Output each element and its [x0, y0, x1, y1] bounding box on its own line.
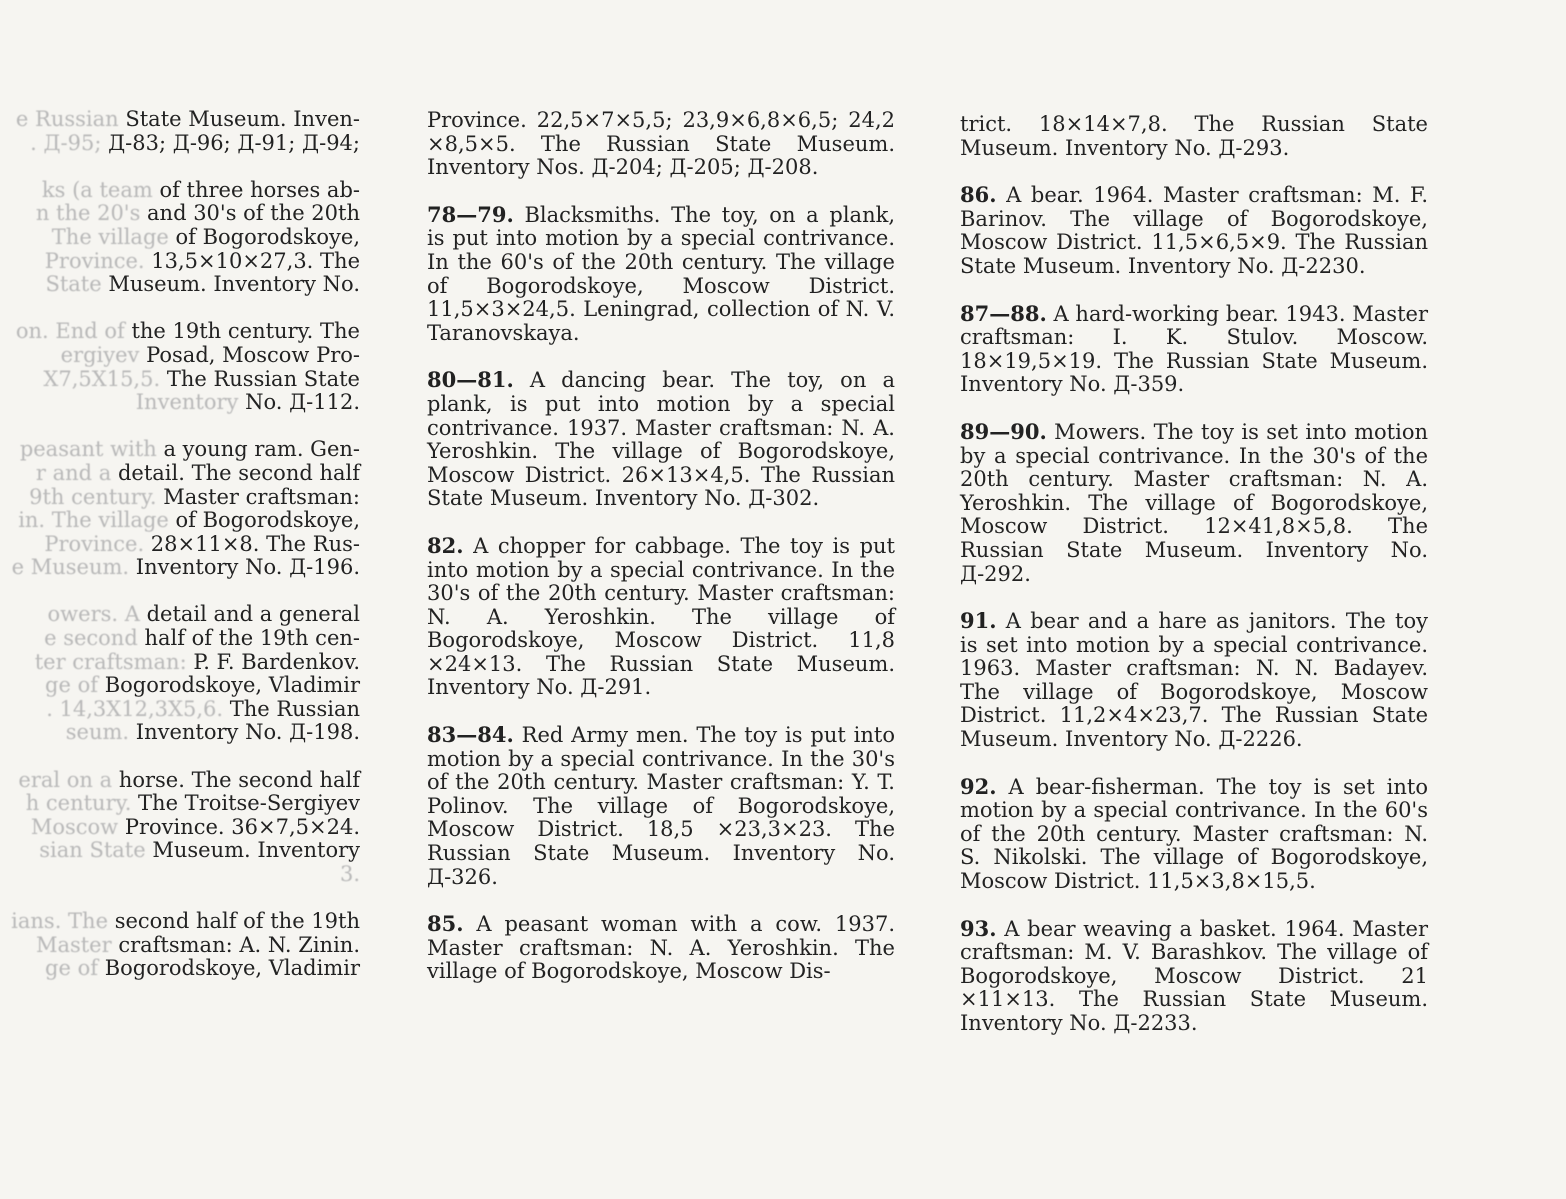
- left-column-line: [0, 438, 360, 462]
- faded-text: seum.: [65, 720, 130, 745]
- faded-text: on. End of: [15, 319, 125, 344]
- entry-number: 91.: [960, 608, 997, 634]
- catalog-entry: [427, 534, 895, 700]
- catalog-entry: [960, 302, 1428, 397]
- entry-number: 89—90.: [960, 418, 1047, 444]
- entry-number: 83—84.: [427, 722, 514, 748]
- left-column-line: [0, 297, 360, 321]
- left-column-line: [0, 745, 360, 769]
- line-text: Д-83; Д-96; Д-91; Д-94;: [108, 130, 360, 155]
- line-text: P. F. Bardenkov.: [186, 649, 360, 674]
- entry-text: A bear weaving a basket. 1964. Master craftsman: M. V. Barashkov. The village of Bogorodskoye, Moscow District. 21 ×11×13. The Russian State Museum. Inventory No. Д-2233.: [960, 916, 1428, 1035]
- entry-text: A hard-working bear. 1943. Master craftsman: I. K. Stulov. Moscow. 18×19,5×19. The Russian State Museum. Inventory No. Д-359.: [960, 301, 1428, 397]
- faded-text: r and a: [35, 460, 112, 485]
- left-column-line: [0, 863, 360, 887]
- line-text: Bogorodskoye, Vladimir: [98, 956, 360, 981]
- entry-text: A bear and a hare as janitors. The toy is set into motion by a special contrivance. 1963. Master craftsman: N. N. Badayev. The village of Bogorodskoye, Moscow District. 11,2×4×23,7. The Russian State Museum. Inventory No. Д-2226.: [960, 609, 1428, 752]
- entry-text: trict. 18×14×7,8. The Russian State Museum. Inventory No. Д-293.: [960, 112, 1428, 160]
- left-column-line: [0, 344, 360, 368]
- line-text: Bogorodskoye, Vladimir: [98, 673, 360, 698]
- faded-text: Inventory: [135, 390, 239, 415]
- left-column-line: [0, 462, 360, 486]
- left-column-line: [0, 580, 360, 604]
- catalog-entry: [960, 420, 1428, 586]
- catalog-entry: [427, 912, 895, 984]
- catalog-entry: [960, 609, 1428, 752]
- line-text: craftsman: A. N. Zinin.: [111, 932, 360, 957]
- entry-text: A bear-fisherman. The toy is set into motion by a special contrivance. In the 60's of the 20th century. Master craftsman: N. S. Nikolski. The village of Bogorodskoye, Moscow District. 11,5×3,8×15,5.: [960, 774, 1428, 894]
- line-text: Museum. Inventory: [145, 838, 360, 863]
- line-text: 28×11×8. The Rus-: [144, 531, 360, 556]
- faded-text: ge of: [45, 956, 99, 981]
- faded-text: . Д-95;: [30, 130, 109, 155]
- line-text: of Bogorodskoye,: [168, 224, 360, 249]
- faded-text: 3.: [339, 862, 360, 886]
- left-column-line: [0, 651, 360, 675]
- left-column-line: [0, 839, 360, 863]
- line-text: No. Д-112.: [238, 390, 360, 415]
- line-text: Inventory No. Д-196.: [129, 555, 360, 580]
- faded-text: Moscow: [30, 814, 119, 839]
- catalog-entry: [960, 183, 1428, 278]
- line-text: of three horses ab-: [152, 177, 360, 202]
- line-text: The Russian: [223, 696, 360, 721]
- faded-text: ter craftsman:: [34, 649, 187, 674]
- entry-number: 82.: [427, 532, 464, 558]
- left-column-line: [0, 415, 360, 439]
- entry-text: Mowers. The toy is set into motion by a special contrivance. In the 30's of the 20th century. Master craftsman: N. A. Yeroshkin. The village of Bogorodskoye, Moscow District. 12×41,8×5,8. The Russian State Museum. Inventory No. Д-292.: [960, 419, 1428, 586]
- line-text: a young ram. Gen-: [156, 437, 360, 462]
- left-column-line: [0, 320, 360, 344]
- line-text: and 30's of the 20th: [140, 201, 360, 226]
- left-column-line: [0, 769, 360, 793]
- left-column-line: [0, 202, 360, 226]
- catalog-entry: [960, 775, 1428, 894]
- entry-text: A dancing bear. The toy, on a plank, is put into motion by a special contrivance. 1937. Master craftsman: N. A. Yeroshkin. The village of Bogorodskoye, Moscow District. 26×13×4,5. The Russian State Museum. Inventory No. Д-302.: [427, 368, 895, 511]
- entry-number: 85.: [427, 911, 464, 937]
- left-column-line: [0, 957, 360, 981]
- left-column-line: [0, 132, 360, 156]
- faded-text: X7,5X15,5.: [43, 366, 161, 391]
- left-column-line: [0, 934, 360, 958]
- line-text: Posad, Moscow Pro-: [139, 342, 360, 367]
- faded-text: ians. The: [11, 909, 109, 934]
- left-column-line: [0, 368, 360, 392]
- left-column-line: [0, 627, 360, 651]
- left-column-line: [0, 792, 360, 816]
- line-text: Inventory No. Д-198.: [129, 720, 360, 745]
- entry-number: 78—79.: [427, 201, 514, 227]
- left-column-line: [0, 179, 360, 203]
- faded-text: eral on a: [18, 767, 113, 792]
- entry-number: 86.: [960, 182, 997, 208]
- line-text: Master craftsman:: [156, 484, 360, 509]
- faded-text: ergiyev: [60, 342, 140, 367]
- line-text: The Troitse-Sergiyev: [131, 791, 360, 816]
- line-text: horse. The second half: [112, 767, 360, 792]
- faded-text: e second: [44, 626, 138, 651]
- left-column-line: [0, 698, 360, 722]
- catalog-entry: [427, 368, 895, 511]
- line-text: The Russian State: [160, 366, 360, 391]
- faded-text: 9th century.: [29, 484, 157, 509]
- left-column-line: [0, 603, 360, 627]
- left-column-line: [0, 556, 360, 580]
- faded-text: sian State: [39, 838, 146, 863]
- entry-text: A bear. 1964. Master craftsman: M. F. Barinov. The village of Bogorodskoye, Moscow District. 11,5×6,5×9. The Russian State Museum. Inventory No. Д-2230.: [960, 183, 1428, 278]
- faded-text: owers. A: [47, 602, 140, 627]
- right-column: [960, 112, 1428, 1059]
- middle-column: [427, 108, 895, 1007]
- left-column-line: [0, 887, 360, 911]
- left-column-line: [0, 250, 360, 274]
- faded-text: e Museum.: [11, 555, 130, 580]
- line-text: detail. The second half: [111, 460, 360, 485]
- line-text: half of the 19th cen-: [137, 626, 360, 651]
- faded-text: ge of: [45, 673, 99, 698]
- left-column-line: [0, 486, 360, 510]
- faded-text: in. The village: [18, 508, 169, 533]
- catalog-entry: [427, 108, 895, 180]
- catalog-entry: [960, 917, 1428, 1036]
- faded-text: Master: [35, 932, 112, 957]
- line-text: second half of the 19th: [108, 909, 360, 934]
- faded-text: n the 20's: [35, 201, 141, 226]
- entry-number: 92.: [960, 773, 997, 799]
- catalog-entry: [427, 723, 895, 889]
- line-text: detail and a general: [139, 602, 360, 627]
- line-text: Province. 36×7,5×24.: [118, 814, 360, 839]
- faded-text: The village: [51, 224, 169, 249]
- entry-text: A chopper for cabbage. The toy is put into motion by a special contrivance. In the 30's of the 20th century. Master craftsman: N. A. Yeroshkin. The village of Bogorodskoye, Moscow District. 11,8 ×24×13. The Russian State Museum. Inventory No. Д-291.: [427, 533, 895, 700]
- left-column-line: [0, 108, 360, 132]
- faded-text: peasant with: [19, 437, 157, 462]
- line-text: the 19th century. The: [124, 319, 360, 344]
- faded-text: Province.: [44, 531, 145, 556]
- faded-text: e Russian: [15, 107, 119, 131]
- line-text: Museum. Inventory No.: [101, 272, 360, 297]
- entry-text: Red Army men. The toy is put into motion by a special contrivance. In the 30's of the 20th century. Master craftsman: Y. T. Polinov. The village of Bogorodskoye, Moscow District. 18,5 ×23,3×23. The Russian State Museum. Inventory No. Д-326.: [427, 723, 895, 889]
- faded-text: Province.: [44, 248, 145, 273]
- left-column-line: [0, 674, 360, 698]
- left-column-line: [0, 226, 360, 250]
- entry-text: Province. 22,5×7×5,5; 23,9×6,8×6,5; 24,2 ×8,5×5. The Russian State Museum. Inventory Nos. Д-204; Д-205; Д-208.: [427, 108, 895, 180]
- entry-number: 93.: [960, 915, 997, 941]
- entry-number: 87—88.: [960, 300, 1047, 326]
- left-column-line: [0, 721, 360, 745]
- line-text: 13,5×10×27,3. The: [144, 248, 360, 273]
- faded-text: . 14,3X12,3X5,6.: [46, 696, 224, 721]
- left-column-line: [0, 910, 360, 934]
- left-column-line: [0, 155, 360, 179]
- entry-text: Blacksmiths. The toy, on a plank, is put into motion by a special contrivance. In the 60's of the 20th century. The village of Bogorodskoye, Moscow District. 11,5×3×24,5. Leningrad, collection of N. V. Taranovskaya.: [427, 202, 895, 345]
- left-column-line: [0, 816, 360, 840]
- left-column-line: [0, 533, 360, 557]
- faded-text: h century.: [25, 791, 132, 816]
- left-column-partial: [0, 108, 360, 981]
- entry-number: 80—81.: [427, 367, 514, 393]
- entry-text: A peasant woman with a cow. 1937. Master craftsman: N. A. Yeroshkin. The village of Bogorodskoye, Moscow Dis-: [427, 912, 895, 984]
- line-text: of Bogorodskoye,: [168, 508, 360, 533]
- left-column-line: [0, 273, 360, 297]
- left-column-line: [0, 509, 360, 533]
- catalog-entry: [427, 203, 895, 346]
- line-text: State Museum. Inven-: [118, 107, 360, 131]
- faded-text: ks (a team: [41, 177, 153, 202]
- catalog-entry: [960, 112, 1428, 160]
- faded-text: State: [45, 272, 102, 297]
- left-column-line: [0, 391, 360, 415]
